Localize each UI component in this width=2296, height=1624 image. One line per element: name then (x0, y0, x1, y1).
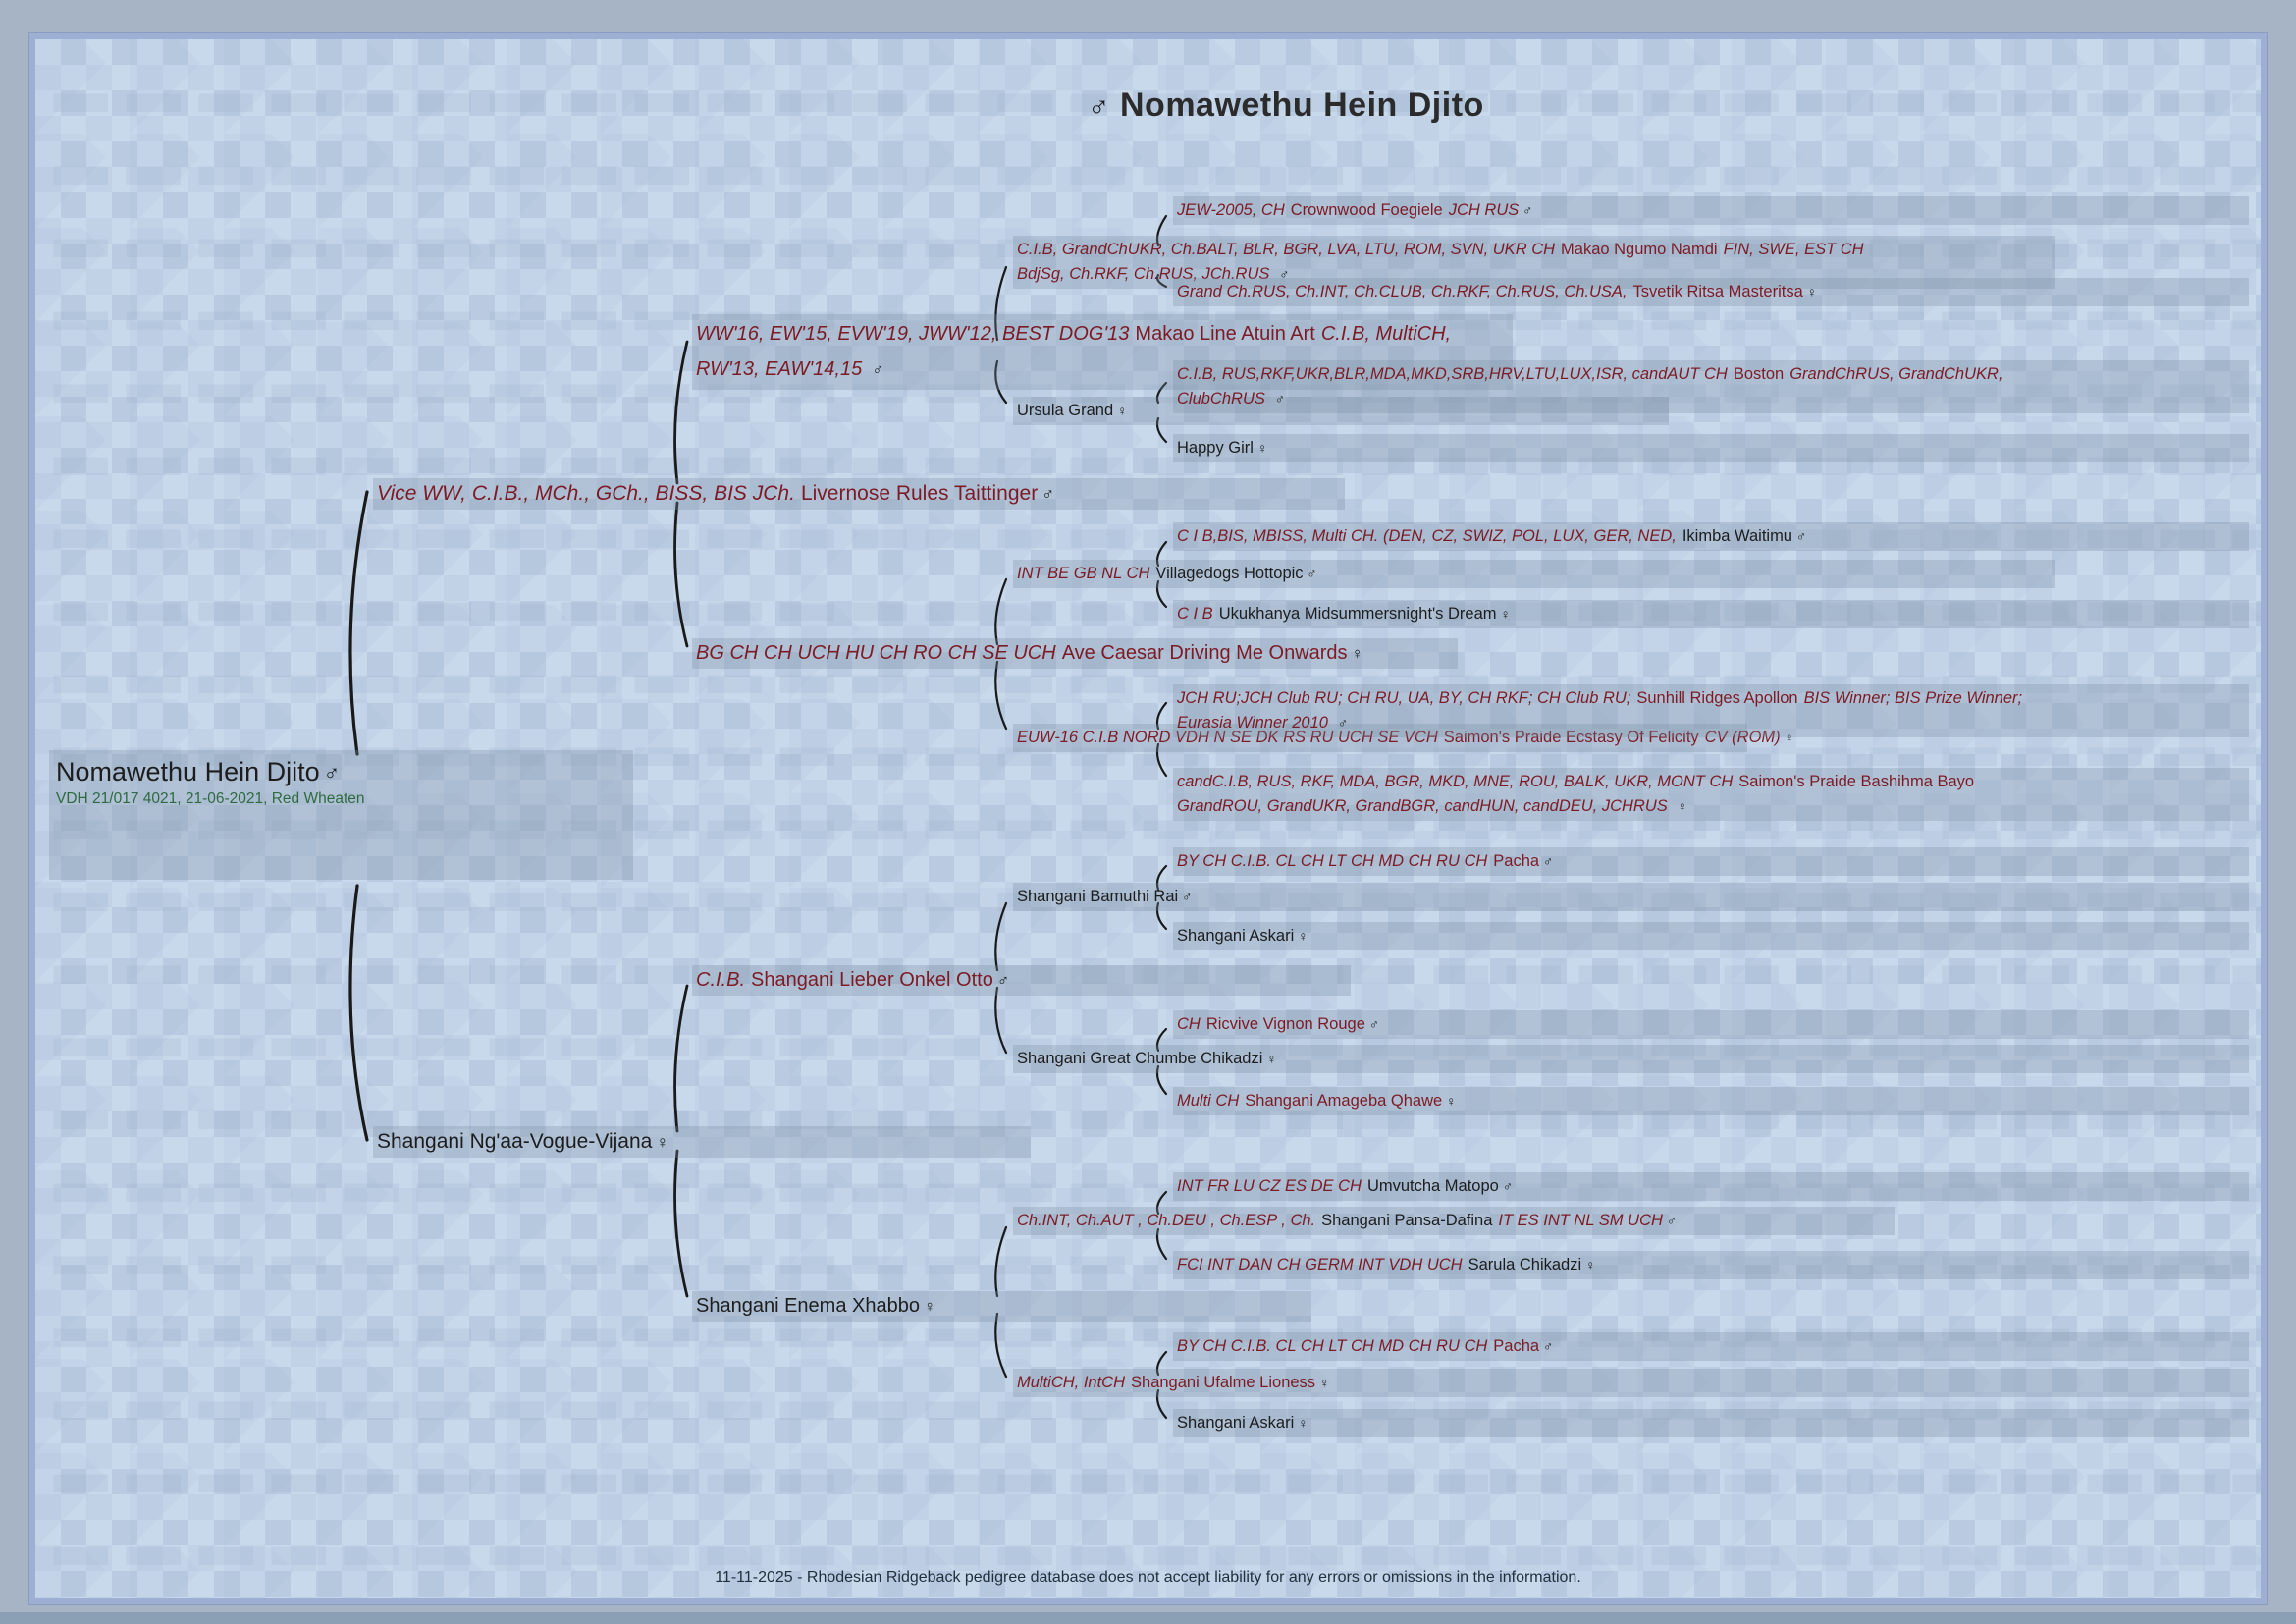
titles-suffix-line2: ClubChRUS (1177, 390, 1265, 407)
node-ngaa (373, 1126, 1031, 1158)
female-icon: ♀ (923, 1298, 936, 1316)
name-boston[interactable]: Boston (1733, 365, 1785, 383)
titles-prefix: Vice WW, C.I.B., MCh., GCh., BISS, BIS JCh. (377, 482, 795, 505)
titles-suffix: IT ES INT NL SM UCH (1498, 1212, 1663, 1229)
node-crownwood (1173, 196, 2249, 225)
node-askari1 (1173, 922, 2249, 950)
node-boston (1173, 360, 2249, 413)
name-pacha1[interactable]: Pacha (1493, 852, 1540, 870)
female-icon: ♀ (1298, 929, 1308, 944)
titles-suffix-line2: Eurasia Winner 2010 (1177, 714, 1328, 731)
male-icon: ♂ (1522, 203, 1533, 218)
titles-suffix-line2: BdjSg, Ch.RKF, Ch.RUS, JCh.RUS (1017, 265, 1270, 283)
titles-prefix: JEW-2005, CH (1177, 201, 1285, 219)
name-ikimba: Ikimba Waitimu (1682, 527, 1792, 545)
titles-prefix: CH (1177, 1015, 1201, 1033)
name-ricvive[interactable]: Ricvive Vignon Rouge (1205, 1015, 1365, 1033)
node-pacha1 (1173, 847, 2249, 876)
titles-prefix: INT FR LU CZ ES DE CH (1177, 1177, 1362, 1195)
name-askari1: Shangani Askari (1177, 927, 1295, 945)
name-bamuthi: Shangani Bamuthi Rai (1017, 888, 1179, 905)
node-ricvive (1173, 1010, 2249, 1039)
name-askari2: Shangani Askari (1177, 1414, 1295, 1432)
name-ngumo[interactable]: Makao Ngumo Namdi (1561, 241, 1718, 258)
female-icon: ♀ (1585, 1258, 1596, 1272)
node-ukukhanya (1173, 600, 2249, 628)
node-tsvetik (1173, 278, 2249, 306)
name-ukukhanya: Ukukhanya Midsummersnight's Dream (1218, 605, 1497, 623)
titles-prefix: C.I.B, GrandChUKR, Ch.BALT, BLR, BGR, LVA, LTU, ROM, SVN, UKR CH (1017, 241, 1556, 258)
titles-prefix: Grand Ch.RUS, Ch.INT, Ch.CLUB, Ch.RKF, Ch.RUS, Ch.USA, (1177, 283, 1628, 300)
node-livernose (373, 478, 1345, 510)
titles-prefix: BY CH C.I.B. CL CH LT CH MD CH RU CH (1177, 852, 1488, 870)
name-amageba[interactable]: Shangani Amageba Qhawe (1245, 1092, 1443, 1110)
male-icon: ♂ (1337, 716, 1349, 731)
root-dog-name: Nomawethu Hein Djito ♂ (56, 757, 341, 786)
titles-suffix: CV (ROM) (1704, 729, 1781, 746)
titles-prefix: C I B (1177, 605, 1213, 623)
titles-suffix: FIN, SWE, EST CH (1723, 241, 1864, 258)
female-icon: ♀ (1446, 1094, 1457, 1109)
male-icon: ♂ (1666, 1214, 1678, 1228)
titles-prefix: FCI INT DAN CH GERM INT VDH UCH (1177, 1256, 1463, 1273)
male-icon: ♂ (1543, 1339, 1554, 1354)
female-icon: ♀ (1266, 1052, 1277, 1066)
name-ursula: Ursula Grand (1017, 402, 1114, 419)
node-ufalme (1013, 1369, 2249, 1397)
node-pansa (1013, 1207, 1895, 1235)
node-pacha2 (1173, 1332, 2249, 1361)
name-pacha2[interactable]: Pacha (1493, 1337, 1540, 1355)
name-bashihma[interactable]: Saimon's Praide Bashihma Bayo (1738, 773, 1975, 790)
name-chumbe: Shangani Great Chumbe Chikadzi (1017, 1050, 1263, 1067)
node-sunhill (1173, 684, 2249, 737)
name-villagedogs: Villagedogs Hottopic (1155, 565, 1304, 582)
node-avecaesar (692, 638, 1458, 669)
name-sunhill[interactable]: Sunhill Ridges Apollon (1636, 689, 1798, 707)
name-sarula: Sarula Chikadzi (1468, 1256, 1582, 1273)
male-icon: ♂ (1088, 90, 1110, 123)
name-avecaesar[interactable]: Ave Caesar Driving Me Onwards (1061, 642, 1348, 664)
male-icon: ♂ (872, 361, 884, 379)
titles-suffix: C.I.B, MultiCH, (1320, 323, 1452, 345)
root-registration: VDH 21/017 4021, 21-06-2021, Red Wheaten (56, 790, 365, 807)
female-icon: ♀ (1298, 1416, 1308, 1431)
node-askari2 (1173, 1409, 2249, 1437)
node-happygirl (1173, 434, 2249, 462)
female-icon: ♀ (1806, 285, 1817, 299)
node-bashihma (1173, 768, 2249, 821)
name-happygirl: Happy Girl (1177, 439, 1254, 457)
female-icon: ♀ (1677, 799, 1687, 814)
name-umvutcha: Umvutcha Matopo (1366, 1177, 1499, 1195)
female-icon: ♀ (1319, 1376, 1330, 1390)
node-xhabbo (692, 1291, 1311, 1322)
titles-prefix: WW'16, EW'15, EVW'19, JWW'12, BEST DOG'13 (696, 323, 1130, 345)
node-sarula (1173, 1251, 2249, 1279)
titles-prefix: MultiCH, IntCH (1017, 1374, 1126, 1391)
name-otto[interactable]: Shangani Lieber Onkel Otto (751, 969, 993, 991)
name-crownwood[interactable]: Crownwood Foegiele (1290, 201, 1443, 219)
titles-prefix: C I B,BIS, MBISS, Multi CH. (DEN, CZ, SWIZ, POL, LUX, GER, NED, (1177, 527, 1677, 545)
titles-prefix: INT BE GB NL CH (1017, 565, 1150, 582)
name-ngaa: Shangani Ng'aa-Vogue-Vijana (377, 1130, 653, 1153)
node-bamuthi (1013, 883, 2249, 911)
male-icon: ♂ (1041, 484, 1055, 504)
name-pansa: Shangani Pansa-Dafina (1321, 1212, 1493, 1229)
name-saimon[interactable]: Saimon's Praide Ecstasy Of Felicity (1443, 729, 1699, 746)
page-title (1084, 86, 1484, 125)
male-icon: ♂ (1307, 567, 1317, 581)
node-villagedogs (1013, 560, 2055, 588)
node-root (52, 754, 369, 811)
titles-suffix: BIS Winner; BIS Prize Winner; (1803, 689, 2023, 707)
male-icon: ♂ (1368, 1017, 1380, 1032)
female-icon: ♀ (1117, 404, 1128, 418)
male-icon: ♂ (1502, 1179, 1513, 1194)
titles-prefix: BG CH CH UCH HU CH RO CH SE UCH (696, 642, 1056, 664)
node-otto (692, 965, 1351, 996)
titles-suffix: GrandChRUS, GrandChUKR, (1789, 365, 2003, 383)
name-livernose[interactable]: Livernose Rules Taittinger (800, 482, 1039, 505)
name-makao[interactable]: Makao Line Atuin Art (1135, 323, 1315, 345)
name-xhabbo: Shangani Enema Xhabbo (696, 1295, 920, 1317)
page-title-text: Nomawethu Hein Djito (1120, 86, 1484, 124)
titles-prefix: JCH RU;JCH Club RU; CH RU, UA, BY, CH RKF; CH Club RU; (1177, 689, 1631, 707)
male-icon: ♂ (1796, 529, 1807, 544)
female-icon: ♀ (1351, 645, 1363, 663)
node-ikimba (1173, 522, 2249, 551)
titles-prefix: C.I.B. (696, 969, 746, 991)
titles-prefix: C.I.B, RUS,RKF,UKR,BLR,MDA,MKD,SRB,HRV,LTU,LUX,ISR, candAUT CH (1177, 365, 1728, 383)
titles-prefix: Multi CH (1177, 1092, 1240, 1110)
titles-suffix: JCH RUS (1448, 201, 1520, 219)
titles-suffix-line2: GrandROU, GrandUKR, GrandBGR, candHUN, candDEU, JCHRUS (1177, 797, 1668, 815)
male-icon: ♂ (1182, 890, 1193, 904)
female-icon: ♀ (656, 1132, 669, 1152)
male-icon: ♂ (323, 761, 341, 785)
male-icon: ♂ (1274, 392, 1286, 406)
titles-prefix: candC.I.B, RUS, RKF, MDA, BGR, MKD, MNE, ROU, BALK, UKR, MONT CH (1177, 773, 1734, 790)
node-chumbe (1013, 1045, 2249, 1073)
titles-prefix: BY CH C.I.B. CL CH LT CH MD CH RU CH (1177, 1337, 1488, 1355)
female-icon: ♀ (1256, 441, 1268, 456)
male-icon: ♂ (996, 972, 1010, 990)
male-icon: ♂ (1543, 854, 1554, 869)
name-tsvetik[interactable]: Tsvetik Ritsa Masteritsa (1632, 283, 1803, 300)
titles-prefix: Ch.INT, Ch.AUT , Ch.DEU , Ch.ESP , Ch. (1017, 1212, 1316, 1229)
node-umvutcha (1173, 1172, 2249, 1201)
female-icon: ♀ (1784, 731, 1794, 745)
titles-suffix-line2: RW'13, EAW'14,15 (696, 358, 863, 380)
node-amageba (1173, 1087, 2249, 1115)
female-icon: ♀ (1500, 607, 1511, 622)
male-icon: ♂ (1279, 267, 1290, 282)
disclaimer-text: 11-11-2025 - Rhodesian Ridgeback pedigree database does not accept liability for any errors or omissions in the information. (715, 1569, 1581, 1586)
titles-prefix: EUW-16 C.I.B NORD VDH N SE DK RS RU UCH SE VCH (1017, 729, 1438, 746)
bottom-strip (0, 1612, 2296, 1624)
name-ufalme[interactable]: Shangani Ufalme Lioness (1131, 1374, 1316, 1391)
